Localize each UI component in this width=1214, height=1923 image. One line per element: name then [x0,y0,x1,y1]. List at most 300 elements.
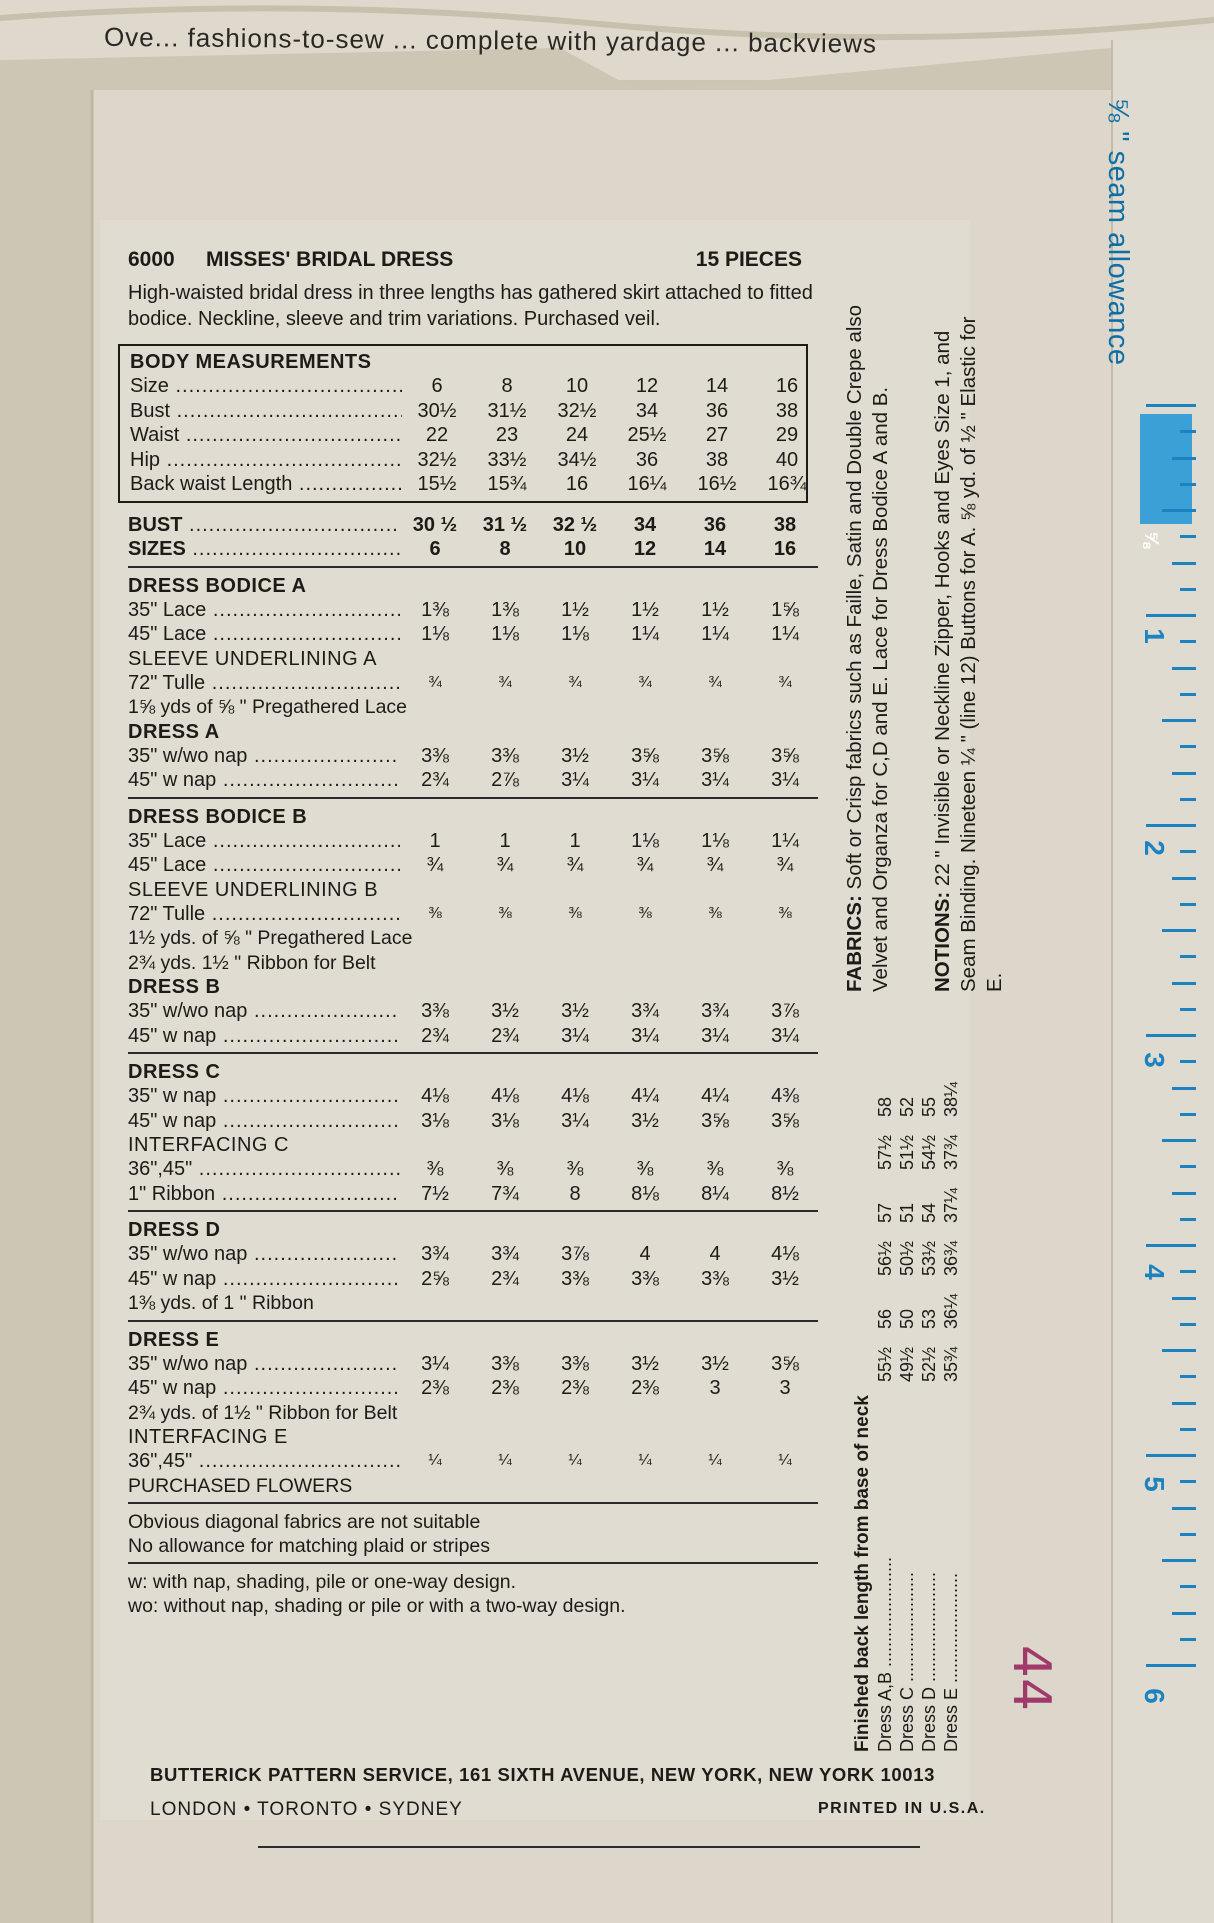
yardage-value: 16¾ [767,473,807,495]
yardage-value: ¼ [568,1452,582,1469]
ruler-tick [1180,1533,1196,1536]
pieces-count: 15 PIECES [695,248,802,271]
printed-in: PRINTED IN U.S.A. [818,1800,986,1817]
yardage-value: 40 [775,448,799,471]
yardage-value: 3⅜ [561,1267,589,1290]
bust-label: BUST ..... [128,513,400,538]
row-label: 35" w nap ..... [128,1084,400,1109]
row-label: 1" Ribbon ..... [128,1182,400,1207]
yardage-value: 3¼ [561,1109,589,1132]
yardage-value: 38 [775,399,799,422]
row-label: 35" Lace ..... [128,829,400,854]
yardage-value: ⅜ [708,904,722,922]
table-row [128,744,818,769]
publisher-address: BUTTERICK PATTERN SERVICE, 161 SIXTH AVENUE, NEW YORK, NEW YORK 10013 [150,1764,935,1785]
finished-length-value: 52½ [919,1346,939,1382]
finished-length-value: 54 [919,1202,939,1223]
table-row [128,1109,818,1134]
yardage-value: 1⅛ [701,829,729,852]
finished-length-value: 53½ [919,1240,939,1276]
sleeve-b-note-ribbon: 2¾ yds. 1½ " Ribbon for Belt [128,951,376,974]
ruler-tick [1180,483,1196,486]
finished-length-value: 58 [875,1096,895,1117]
yardage-value: 7¾ [491,1182,519,1205]
ruler-tick [1172,1507,1196,1510]
row-label: 45" w nap ..... [128,768,400,793]
ruler-tick [1180,588,1196,591]
yardage-value: 3¼ [561,769,589,791]
finished-length-value: 53 [919,1308,939,1329]
yardage-value: ¾ [426,854,444,876]
yardage-value: ¼ [708,1452,722,1469]
bust-row [128,513,818,538]
yardage-value: 4 [709,1243,721,1265]
finished-length-value: 36¾ [941,1240,961,1276]
size-value: 12 [633,538,657,560]
row-label: 36",45" ..... [128,1449,400,1474]
yardage-value: 1⅛ [631,829,659,852]
ruler-tick [1146,824,1196,827]
yardage-value: 1¼ [701,623,729,645]
table-row [128,1267,818,1292]
yardage-value: 3⅞ [561,1243,589,1265]
row-label: Back waist Length ..... [130,472,402,497]
finished-length-value: 50½ [897,1240,917,1276]
yardage-value: 1⅜ [491,598,519,621]
dress-d-title: DRESS D [128,1219,221,1241]
sizes-label: SIZES ..... [128,537,400,562]
ruler-tick [1146,404,1196,407]
ruler-tick [1180,1638,1196,1641]
finished-length-value: 57 [875,1202,895,1223]
dress-bodice-b-table [128,829,818,878]
yardage-value: 3¼ [701,769,729,791]
yardage-value: ⅜ [428,904,442,922]
yardage-value: 2⅞ [491,769,519,791]
ruler-tick [1162,1349,1196,1352]
pattern-title: MISSES' BRIDAL DRESS [206,248,454,271]
yardage-value: 3⅜ [701,1267,729,1290]
interfacing-e-table [128,1449,818,1474]
dress-c-title: DRESS C [128,1061,221,1083]
ruler-tick [1180,903,1196,906]
yardage-value: 1¼ [631,623,659,645]
row-label: 45" w nap ..... [128,1024,400,1049]
yardage-value: 3¾ [701,1000,729,1022]
yardage-value: 3⅝ [701,744,729,767]
yardage-value: 29 [775,424,799,446]
yardage-value: 2¾ [491,1024,519,1047]
pattern-info [128,248,818,1618]
yardage-value: 3⅜ [491,744,519,767]
yardage-value: ¾ [428,673,442,691]
yardage-value: ¾ [706,854,724,876]
notions-text: 22 " Invisible or Neckline Zipper, Hooks and Eyes Size 1, and Seam Binding. Nineteen ¼ " (line 12) Buttons for A. ⅝ yd. of ½ " Elastic for E. [931,316,1006,992]
yardage-value: 1⅛ [421,623,449,645]
ruler-tick [1162,509,1196,512]
fabrics-label: FABRICS: [843,895,866,992]
table-row [128,1352,818,1377]
ruler-tick [1180,745,1196,748]
finished-length-value: 36¼ [941,1293,961,1329]
yardage-value: 2¾ [491,1267,519,1290]
yardage-value: 8⅛ [631,1182,659,1205]
fabrics-text: Soft or Crisp fabrics such as Faille, Satin and Double Crepe also Velvet and Organza for C,D and E. Lace for Dress Bodice A and B. [843,304,892,992]
size-value: 8 [499,538,511,560]
yardage-value: 1⅛ [561,623,589,645]
yardage-value: 7½ [421,1182,449,1205]
yardage-value: 16½ [697,473,737,495]
yardage-value: 36 [705,399,729,422]
yardage-value: 12 [635,375,659,397]
dress-d-table [128,1242,818,1291]
table-row [128,622,818,647]
dress-b-table [128,999,818,1048]
yardage-value: 8¼ [701,1182,729,1205]
finished-length-row [940,1064,962,1752]
yardage-value: 4⅛ [771,1243,799,1265]
finished-length-row [874,1064,896,1752]
ruler-tick [1180,1165,1196,1168]
ruler-tick [1180,1270,1196,1273]
yardage-value: ⅜ [776,1158,794,1180]
publisher-cities: LONDON • TORONTO • SYDNEY [150,1799,463,1820]
yardage-value: 27 [705,424,729,446]
yardage-value: 1½ [701,598,729,621]
yardage-value: 1¼ [771,623,799,645]
yardage-value: 38 [705,448,729,471]
row-label: Waist ..... [130,423,402,448]
yardage-value: 32½ [417,448,457,471]
ruler-tick [1180,1218,1196,1221]
table-row [128,999,818,1024]
yardage-value: ¼ [638,1452,652,1469]
ruler-tick [1180,693,1196,696]
ruler-tick [1172,1087,1196,1090]
notions-label: NOTIONS: [931,891,954,992]
size-value: 10 [563,538,587,560]
yardage-value: 3½ [631,1109,659,1132]
ruler-tick [1146,1664,1196,1667]
sleeve-b-title: SLEEVE UNDERLINING B [128,878,379,901]
row-label: Hip ..... [130,448,402,473]
yardage-value: 1 [569,829,581,852]
ruler-tick [1180,640,1196,643]
finished-length-value: 54½ [919,1134,939,1170]
yardage-value: 15½ [417,473,457,495]
ruler-tick [1172,1612,1196,1615]
yardage-value: 25½ [627,424,667,446]
finished-length-value: 56 [875,1308,895,1329]
yardage-value: 14 [705,375,729,397]
yardage-value: 3¼ [631,769,659,791]
divider [128,566,818,568]
ruler-tick [1146,1454,1196,1457]
yardage-value: 3⅜ [561,1352,589,1375]
yardage-value: ¾ [776,854,794,876]
ruler-tick [1172,982,1196,985]
table-row [128,671,818,696]
finished-length-value: 35¾ [941,1346,961,1382]
yardage-value: ¾ [498,673,512,691]
yardage-value: ⅜ [426,1158,444,1180]
ruler-tick [1180,798,1196,801]
yardage-value: ¾ [638,673,652,691]
table-row [130,423,806,448]
yardage-value: 34½ [557,448,597,471]
ruler-tick [1162,929,1196,932]
finished-length-value: 38¼ [941,1081,961,1117]
yardage-value: 4¼ [701,1085,729,1107]
yardage-value: 16¼ [627,473,667,495]
yardage-value: ¼ [428,1452,442,1469]
yardage-value: 2¾ [421,769,449,791]
yardage-value: ⅜ [706,1158,724,1180]
nap-note-with: w: with nap, shading, pile or one-way design. [128,1571,517,1593]
yardage-value: 3½ [771,1267,799,1290]
yardage-value: 22 [425,424,449,446]
yardage-value: 2⅜ [421,1377,449,1399]
yardage-value: 4¼ [631,1085,659,1107]
divider [128,1562,818,1564]
interfacing-c-title: INTERFACING C [128,1134,289,1156]
row-label: 72" Tulle ..... [128,671,400,696]
table-row [128,829,818,854]
seam-allowance-label: ⅝ " seam allowance [1102,98,1134,366]
bust-value: 38 [773,513,797,536]
row-label: 35" w/wo nap ..... [128,744,400,769]
yardage-value: ¼ [778,1452,792,1469]
nap-note-without: wo: without nap, shading or pile or with a two-way design. [128,1595,626,1617]
yardage-value: 3¾ [631,1000,659,1022]
table-row [128,1376,818,1401]
yardage-value: 1 [499,829,511,852]
divider [128,1052,818,1054]
bust-value: 32 ½ [552,513,598,536]
dress-e-note: 2¾ yds. of 1½ " Ribbon for Belt [128,1401,398,1424]
ruler-tick [1180,1060,1196,1063]
yardage-value: 24 [565,424,589,446]
dress-e-title: DRESS E [128,1328,220,1351]
ruler-number: 4 [1138,1264,1170,1280]
finished-length-label: Dress A,B ..... [874,1382,896,1752]
ruler-tick [1172,667,1196,670]
ruler-tick [1180,430,1196,433]
finished-length-label: Dress D ..... [918,1382,940,1752]
yardage-value: ⅜ [496,1158,514,1180]
finished-length-value: 37¼ [941,1187,961,1223]
finished-length-value: 49½ [897,1346,917,1382]
yardage-value: 33½ [487,448,527,471]
pattern-description: High-waisted bridal dress in three lengths has gathered skirt attached to fitted bodice. Neckline, sleeve and trim variations. Purchased veil. [128,282,813,330]
dress-a-title: DRESS A [128,720,220,743]
yardage-value: 1⅝ [771,598,799,621]
yardage-value: 16 [775,375,799,397]
yardage-value: 2⅜ [561,1377,589,1399]
yardage-value: 1¼ [771,829,799,852]
table-row [130,448,806,473]
yardage-value: ⅜ [566,1158,584,1180]
sleeve-a-note: 1⅝ yds of ⅝ " Pregathered Lace [128,696,408,718]
sleeve-a-title: SLEEVE UNDERLINING A [128,647,377,670]
body-measurements-box [118,344,808,503]
row-label: 45" w nap ..... [128,1109,400,1134]
yardage-value: 8 [501,375,513,397]
bust-value: 36 [703,513,727,536]
table-row [128,598,818,623]
ruler-tick [1172,1297,1196,1300]
ruler-tick [1172,1402,1196,1405]
ruler-number: 3 [1138,1052,1170,1068]
finished-length-value: 52 [897,1096,917,1117]
divider [258,1846,920,1848]
yardage-value: 3⅜ [631,1267,659,1290]
row-label: Bust ..... [130,399,402,424]
yardage-value: ⅜ [778,904,792,922]
finished-length-row [918,1064,940,1752]
yardage-value: 3¾ [491,1243,519,1265]
yardage-value: ⅜ [638,904,652,922]
dress-bodice-b-title: DRESS BODICE B [128,805,308,828]
yardage-value: 3½ [561,744,589,767]
yardage-value: 4⅜ [771,1085,799,1107]
yardage-value: 3⅝ [771,744,799,767]
row-label: 72" Tulle ..... [128,902,400,927]
size-value: 6 [429,538,441,560]
yardage-value: ¾ [708,673,722,691]
yardage-value: ⅜ [498,904,512,922]
ruler-tick [1146,614,1196,617]
table-row [128,1182,818,1207]
table-row [128,1449,818,1474]
table-row [128,1157,818,1182]
row-label: Size ..... [130,374,402,399]
yardage-value: 2¾ [421,1024,449,1047]
ruler-tick [1172,1192,1196,1195]
divider [128,797,818,799]
table-row [128,1084,818,1109]
yardage-value: 3⅝ [771,1109,799,1132]
yardage-value: 3 [709,1377,721,1399]
yardage-value: 3⅝ [631,744,659,767]
yardage-value: 6 [431,375,443,397]
finished-length-value: 50 [897,1308,917,1329]
yardage-value: 8 [569,1182,581,1205]
yardage-value: 3½ [561,1000,589,1022]
row-label: 45" w nap ..... [128,1376,400,1401]
yardage-value: 4⅛ [491,1085,519,1107]
warning-diagonal: Obvious diagonal fabrics are not suitable [128,1511,481,1533]
bust-value: 31 ½ [482,513,528,536]
yardage-value: 30½ [417,399,457,422]
yardage-value: 1 [429,829,441,852]
yardage-value: ¼ [498,1452,512,1469]
row-label: 45" w nap ..... [128,1267,400,1292]
yardage-value: 3⅞ [771,1000,799,1022]
yardage-value: 36 [635,448,659,471]
ruler-tick [1180,1480,1196,1483]
yardage-value: 1½ [561,598,589,621]
divider [128,1210,818,1212]
ruler-tick [1146,1244,1196,1247]
yardage-value: 32½ [557,399,597,422]
finished-length-table [852,1064,962,1752]
handwritten-number: 44 [1001,1644,1062,1712]
ruler-tick [1180,1113,1196,1116]
row-label: 36",45" ..... [128,1157,400,1182]
yardage-value: 3½ [631,1352,659,1375]
finished-length-value: 56½ [875,1240,895,1276]
finished-length-value: 55 [919,1096,939,1117]
yardage-value: 3⅝ [771,1352,799,1375]
yardage-value: 34 [635,399,659,422]
body-measurements-table [130,374,806,497]
table-row [130,399,806,424]
sleeve-b-note-lace: 1½ yds. of ⅝ " Pregathered Lace [128,927,413,949]
ruler-tick [1172,877,1196,880]
yardage-value: 3⅛ [421,1109,449,1132]
yardage-value: 3⅜ [421,1000,449,1022]
table-row [130,374,806,399]
finished-length-row [896,1064,918,1752]
ruler-tick [1180,1585,1196,1588]
ruler-tick [1162,1559,1196,1562]
yardage-value: ¾ [778,673,792,691]
finished-length-value: 37¾ [941,1134,961,1170]
yardage-value: 10 [565,375,589,397]
yardage-value: 31½ [487,399,527,422]
yardage-value: 3⅜ [491,1352,519,1375]
yardage-value: 3 [779,1377,791,1399]
table-row [128,1024,818,1049]
table-row [130,472,806,497]
bust-value: 34 [633,513,657,536]
size-value: 14 [703,538,727,560]
finished-length-label: Dress C ..... [896,1382,918,1752]
yardage-value: 3⅝ [701,1109,729,1132]
yardage-value: 3¼ [421,1352,449,1375]
ruler-number: 1 [1138,628,1170,644]
row-label: 45" Lace ..... [128,853,400,878]
yardage-value: 3¼ [771,1024,799,1047]
row-label: 35" w/wo nap ..... [128,1352,400,1377]
interfacing-e-note: PURCHASED FLOWERS [128,1474,353,1497]
ruler-number: 2 [1138,840,1170,856]
notions-block [930,292,1008,992]
dress-bodice-a-title: DRESS BODICE A [128,574,307,597]
yardage-value: ⅜ [636,1158,654,1180]
yardage-value: 8½ [771,1182,799,1205]
sizes-row [128,537,818,562]
table-row [128,853,818,878]
finished-length-value: 57½ [875,1134,895,1170]
ruler-tick [1180,1428,1196,1431]
pattern-header [128,248,818,278]
dress-c-table [128,1084,818,1133]
yardage-value: 1⅛ [491,623,519,645]
table-row [128,902,818,927]
interfacing-c-table [128,1157,818,1206]
sleeve-b-table [128,902,818,927]
yardage-value: 23 [495,424,519,446]
ruler-tick [1180,955,1196,958]
row-label: 35" w/wo nap ..... [128,1242,400,1267]
ruler-number: 5 [1138,1476,1170,1492]
yardage-value: 15¾ [487,473,527,495]
ruler-tick [1180,1008,1196,1011]
ruler-tick [1162,1139,1196,1142]
size-value: 16 [773,538,797,560]
